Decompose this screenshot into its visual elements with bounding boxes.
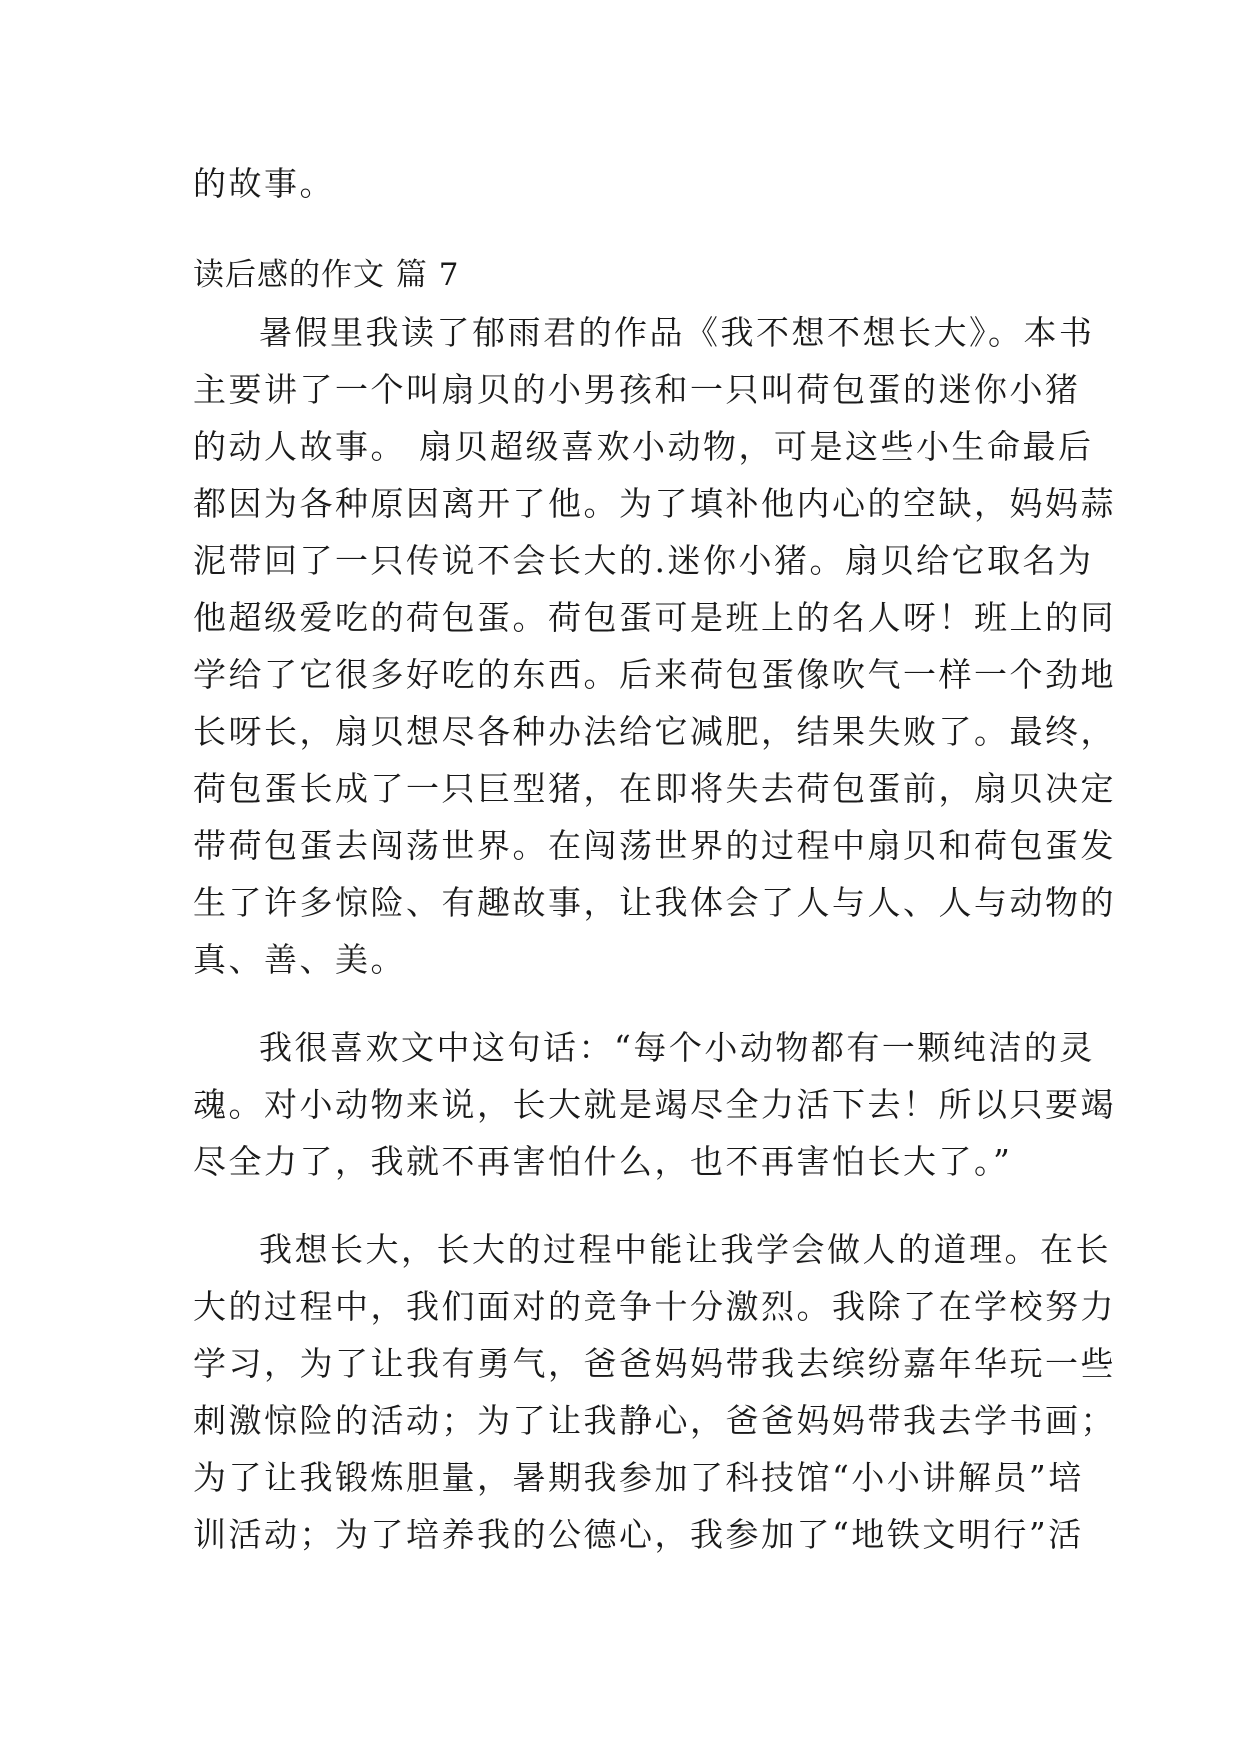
- paragraph-line: 暑假里我读了郁雨君的作品《我不想不想长大》。本书: [259, 313, 1095, 352]
- paragraph-line: 都因为各种原因离开了他。为了填补他内心的空缺，妈妈蒜: [193, 484, 1116, 523]
- paragraph-line: 我很喜欢文中这句话：“每个小动物都有一颗纯洁的灵: [259, 1028, 1095, 1067]
- section-heading: 读后感的作文 篇 7: [193, 257, 460, 293]
- paragraph-line: 的动人故事。 扇贝超级喜欢小动物，可是这些小生命最后: [193, 427, 1094, 466]
- paragraph-line: 尽全力了，我就不再害怕什么，也不再害怕长大了。”: [193, 1142, 1013, 1181]
- paragraph-line: 真、善、美。: [193, 940, 406, 979]
- paragraph-line: 魂。对小动物来说，长大就是竭尽全力活下去！所以只要竭: [193, 1085, 1116, 1124]
- paragraph-line: 生了许多惊险、有趣故事，让我体会了人与人、人与动物的: [193, 883, 1116, 922]
- paragraph-line: 他超级爱吃的荷包蛋。荷包蛋可是班上的名人呀！班上的同: [193, 598, 1116, 637]
- paragraph-line: 为了让我锻炼胆量，暑期我参加了科技馆“小小讲解员”培: [193, 1458, 1084, 1497]
- paragraph-line: 荷包蛋长成了一只巨型猪，在即将失去荷包蛋前，扇贝决定: [193, 769, 1116, 808]
- paragraph-line: 泥带回了一只传说不会长大的.迷你小猪。扇贝给它取名为: [193, 541, 1094, 580]
- paragraph-line: 大的过程中，我们面对的竞争十分激烈。我除了在学校努力: [193, 1287, 1116, 1326]
- paragraph-line: 学给了它很多好吃的东西。后来荷包蛋像吹气一样一个劲地: [193, 655, 1116, 694]
- paragraph-line: 长呀长，扇贝想尽各种办法给它减肥，结果失败了。最终，: [193, 712, 1116, 751]
- paragraph-line: 我想长大，长大的过程中能让我学会做人的道理。在长: [259, 1230, 1111, 1269]
- paragraph-line: 学习，为了让我有勇气，爸爸妈妈带我去缤纷嘉年华玩一些: [193, 1344, 1116, 1383]
- paragraph-line: 训活动；为了培养我的公德心，我参加了“地铁文明行”活: [193, 1515, 1084, 1554]
- paragraph-line: 带荷包蛋去闯荡世界。在闯荡世界的过程中扇贝和荷包蛋发: [193, 826, 1116, 865]
- paragraph-line: 主要讲了一个叫扇贝的小男孩和一只叫荷包蛋的迷你小猪: [193, 370, 1081, 409]
- continuation-line: 的故事。: [193, 164, 335, 203]
- paragraph-line: 刺激惊险的活动；为了让我静心，爸爸妈妈带我去学书画；: [193, 1401, 1116, 1440]
